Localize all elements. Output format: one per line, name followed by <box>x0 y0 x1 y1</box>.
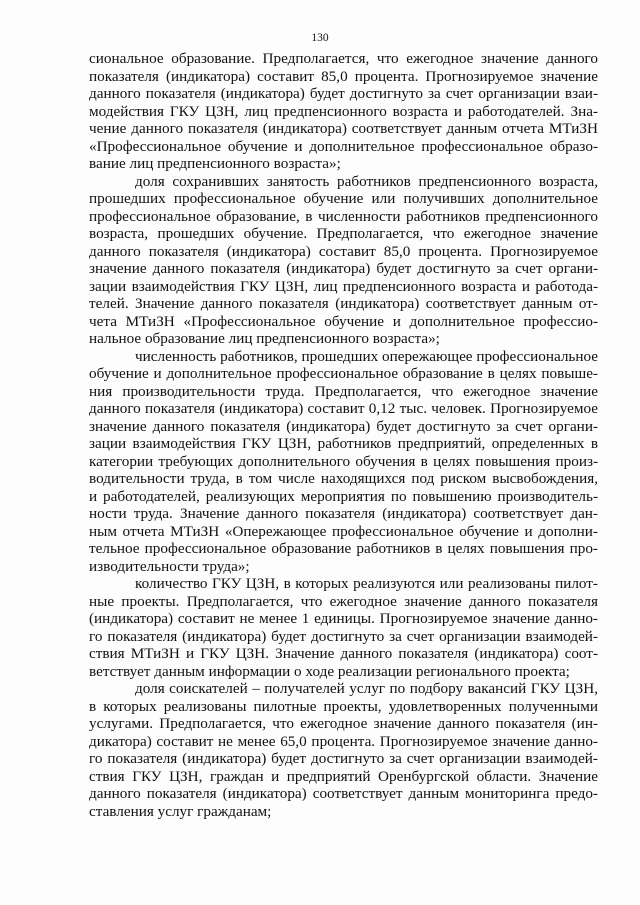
text-line: доля сохранивших занятость работников предпенсионного возраста, <box>135 172 598 190</box>
text-line: количество ГКУ ЦЗН, в которых реализуются или реализованы пилот- <box>135 575 598 592</box>
text-line: услугами. Предполагается, что ежегодное значение данного показателя (ин- <box>89 715 598 732</box>
text-line: и работодателей, реализующих мероприятия по повышению производитель- <box>89 487 598 505</box>
text-line: численность работников, прошедших опережающее профессиональное <box>135 347 598 365</box>
text-line: го показателя (индикатора) будет достигнуто за счет организации взаимодей- <box>89 627 598 645</box>
text-line: данного показателя (индикатора) соответствует данным мониторинга предо- <box>89 785 598 802</box>
text-line: изводительности труда»; <box>89 557 250 575</box>
text-line: в которых реализованы пилотные проекты, удовлетворенных полученными <box>89 697 598 715</box>
text-line: ные проекты. Предполагается, что ежегодное значение данного показателя <box>89 592 598 610</box>
text-line: обучение и дополнительное профессиональное образование в целях повыше- <box>89 365 598 382</box>
text-line: данного показателя (индикатора) составит 0,12 тыс. человек. Прогнозируемое <box>89 400 598 417</box>
text-line: ветствует данным информации о ходе реализации регионального проекта; <box>89 662 570 680</box>
text-line: (индикатора) составит не менее 1 единицы. Прогнозируемое значение данно- <box>89 610 598 627</box>
text-line: вание лиц предпенсионного возраста»; <box>89 155 341 172</box>
text-line: чение данного показателя (индикатора) соответствует данным отчета МТиЗН <box>89 120 598 137</box>
text-line: ности труда. Значение данного показателя (индикатора) соответствует дан- <box>89 505 598 522</box>
text-line: «Профессиональное обучение и дополнительное профессиональное образо- <box>89 137 598 155</box>
text-line: модействия ГКУ ЦЗН, лиц предпенсионного возраста и работодателей. Зна- <box>89 102 598 120</box>
text-line: ным отчета МТиЗН «Опережающее профессиональное обучение и дополни- <box>89 522 598 540</box>
text-line: ставления услуг гражданам; <box>89 802 272 820</box>
text-line: прошедших профессиональное обучение или получивших дополнительное <box>89 190 598 207</box>
page-number: 130 <box>311 32 329 44</box>
text-line: показателя (индикатора) составит 85,0 процента. Прогнозируемое значение <box>89 67 598 85</box>
text-line: ния производительности труда. Предполагается, что ежегодное значение <box>89 382 598 400</box>
text-line: данного показателя (индикатора) будет достигнуто за счет организации взаи- <box>89 85 598 102</box>
text-line: зации взаимодействия ГКУ ЦЗН, лиц предпенсионного возраста и работода- <box>89 277 598 295</box>
text-line: ствия ГКУ ЦЗН, граждан и предприятий Оренбургской области. Значение <box>89 767 598 785</box>
text-line: дикатора) составит не менее 65,0 процента. Прогнозируемое значение данно- <box>89 732 598 750</box>
text-line: водительности труда, в том числе находящихся под риском высвобождения, <box>89 470 598 487</box>
body-text <box>89 50 598 820</box>
text-line: значение данного показателя (индикатора) будет достигнуто за счет органи- <box>89 260 598 277</box>
text-line: го показателя (индикатора) будет достигнуто за счет организации взаимодей- <box>89 750 598 767</box>
text-line: зации взаимодействия ГКУ ЦЗН, работников предприятий, определенных в <box>89 435 598 452</box>
text-line: тельное профессиональное образование работников в целях повышения про- <box>89 540 598 557</box>
text-line: возраста, прошедших обучение. Предполагается, что ежегодное значение <box>89 225 598 242</box>
text-line: чета МТиЗН «Профессиональное обучение и дополнительное профессио- <box>89 312 598 330</box>
text-line: доля соискателей – получателей услуг по подбору вакансий ГКУ ЦЗН, <box>135 680 598 697</box>
text-line: профессиональное образование, в численности работников предпенсионного <box>89 207 598 225</box>
text-line: данного показателя (индикатора) составит 85,0 процента. Прогнозируемое <box>89 242 598 260</box>
text-line: значение данного показателя (индикатора) будет достигнуто за счет органи- <box>89 417 598 435</box>
text-line: нальное образование лиц предпенсионного возраста»; <box>89 330 440 347</box>
text-line: категории требующих дополнительного обучения в целях повышения произ- <box>89 452 598 470</box>
text-line: сиональное образование. Предполагается, что ежегодное значение данного <box>89 50 598 67</box>
text-line: телей. Значение данного показателя (индикатора) соответствует данным от- <box>89 295 598 312</box>
text-line: ствия МТиЗН и ГКУ ЦЗН. Значение данного показателя (индикатора) соот- <box>89 645 598 662</box>
